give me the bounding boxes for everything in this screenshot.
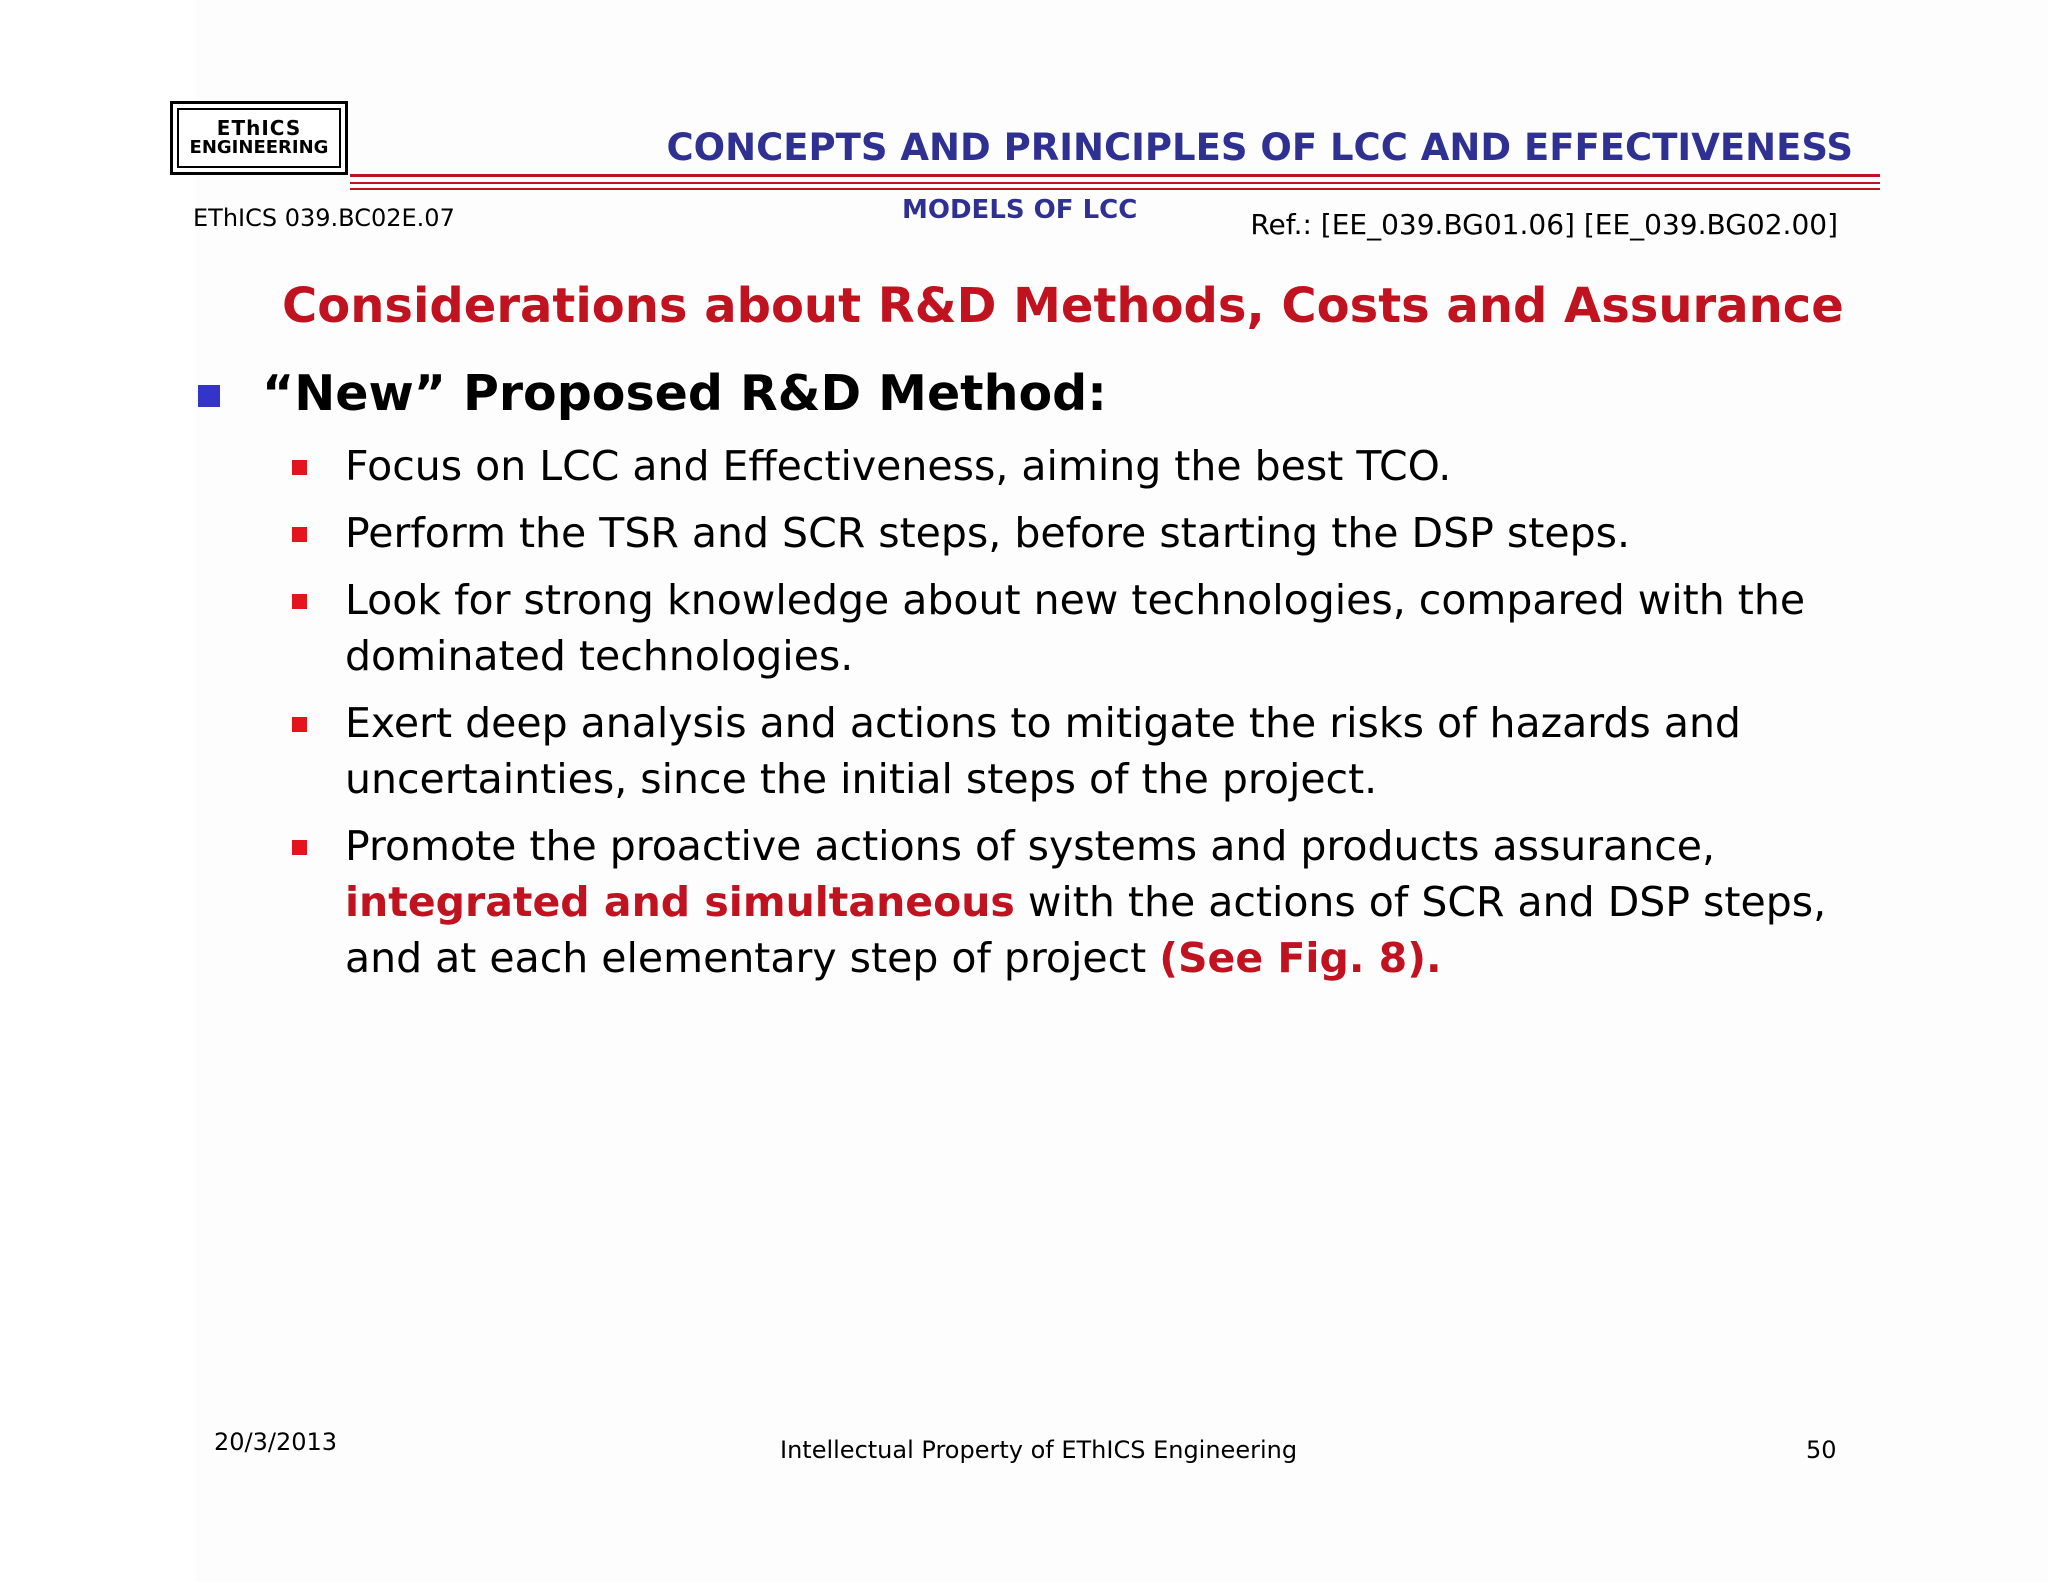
list-item: [345, 818, 1865, 986]
list-item-text-continued: with the actions of SCR and DSP steps, and at each elementary step of project: [345, 878, 1827, 982]
square-bullet-icon: [292, 460, 307, 475]
footer-copyright: Intellectual Property of EThICS Engineering: [780, 1436, 1298, 1464]
main-title: CONCEPTS AND PRINCIPLES OF LCC AND EFFECTIVENESS: [666, 126, 1853, 169]
list-item: [345, 438, 1865, 494]
list-item: [345, 695, 1865, 807]
square-bullet-icon: [292, 717, 307, 732]
list-item-text: Promote the proactive actions of systems and products assurance,: [345, 822, 1716, 870]
footer-date: 20/3/2013: [214, 1428, 338, 1456]
list-item-text: Look for strong knowledge about new technologies, compared with the dominated technologies.: [345, 576, 1806, 680]
section-subtitle: MODELS OF LCC: [902, 195, 1138, 225]
list-item-text: Perform the TSR and SCR steps, before starting the DSP steps.: [345, 509, 1630, 557]
document-code: EThICS 039.BC02E.07: [193, 204, 455, 232]
reference-codes: Ref.: [EE_039.BG01.06] [EE_039.BG02.00]: [1250, 208, 1838, 241]
header-rule-thin: [350, 188, 1880, 190]
main-bullet-text: “New” Proposed R&D Method:: [262, 365, 1107, 422]
sub-bullet-list: [345, 438, 1865, 997]
ethics-engineering-logo: [170, 101, 348, 175]
list-item-text: Exert deep analysis and actions to mitigate the risks of hazards and uncertainties, since the initial steps of the project.: [345, 699, 1741, 803]
page-number: 50: [1806, 1436, 1837, 1464]
list-item: [345, 572, 1865, 684]
slide-heading: Considerations about R&D Methods, Costs and Assurance: [282, 278, 1844, 334]
logo-text-ethics: EThICS: [216, 116, 302, 141]
highlight-integrated-simultaneous: integrated and simultaneous: [345, 878, 1015, 926]
list-item-text: Focus on LCC and Effectiveness, aiming the best TCO.: [345, 442, 1452, 490]
square-bullet-icon: [292, 527, 307, 542]
square-bullet-icon: [292, 840, 307, 855]
figure-reference: (See Fig. 8).: [1159, 934, 1442, 982]
logo-frame: [177, 108, 341, 168]
square-bullet-icon: [292, 594, 307, 609]
square-bullet-icon: [198, 385, 220, 407]
list-item: [345, 505, 1865, 561]
header-rule-middle: [350, 182, 1880, 184]
header-rule-thick: [350, 174, 1880, 177]
logo-text-engineering: ENGINEERING: [189, 137, 329, 159]
